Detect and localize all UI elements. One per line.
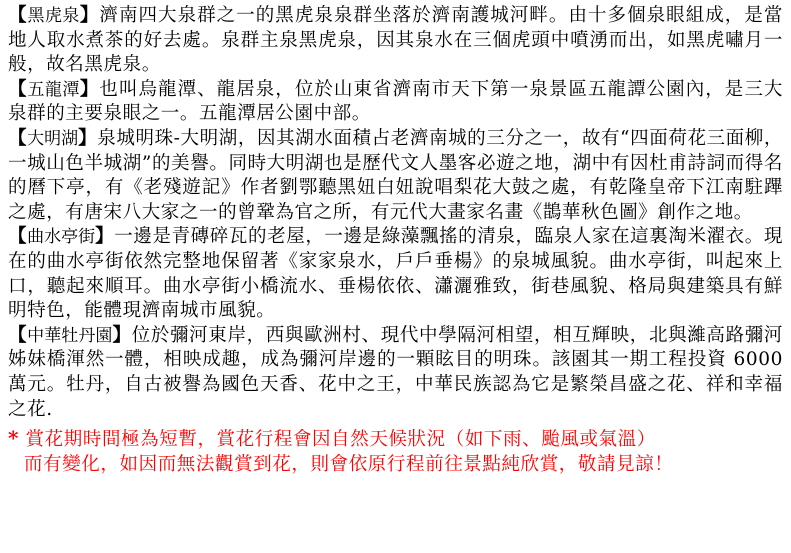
- notice-text-1: 賞花期時間極為短暫，賞花行程會因自然天候狀況（如下雨、颱風或氣溫）: [25, 429, 656, 451]
- entry-title: 曲水亭街: [27, 227, 96, 248]
- notice-line-2: 而有變化，如因而無法觀賞到花，則會依原行程前往景點純欣賞，敬請見諒！: [24, 454, 674, 476]
- close-bracket: 】: [79, 78, 100, 100]
- entry-title: 中華牡丹園: [27, 325, 113, 346]
- close-bracket: 】: [78, 127, 98, 149]
- entry-title: 五龍潭: [27, 79, 80, 100]
- open-bracket: 【: [8, 127, 28, 149]
- entry-title: 大明湖: [27, 128, 79, 149]
- entry-description: 濟南四大泉群之一的黑虎泉泉群坐落於濟南護城河畔。由十多個泉眼組成，是當地人取水煮茶的好去處。泉群主泉黑虎泉，因其泉水在三個虎頭中噴湧而出，如黑虎嘯月一般，故名黑虎泉。: [8, 5, 783, 76]
- entry-daming-lake: [8, 127, 783, 225]
- close-bracket: 】: [112, 324, 132, 346]
- open-bracket: 【: [8, 5, 28, 26]
- close-bracket: 】: [95, 226, 115, 248]
- entry-description: 一邊是青磚碎瓦的老屋，一邊是綠藻飄搖的清泉，臨泉人家在這裏淘米濯衣。現在的曲水亭街依然完整地保留著《家家泉水，戶戶垂楊》的泉城風貌。曲水亭街，叫起來上口，聽起來順耳。曲水亭街小橋流水、垂楊依依、瀟灑雅致，街巷風貌、格局與建築具有鮮明特色，能體現濟南城市風貌。: [8, 226, 783, 322]
- entry-qushuiting-street: [8, 225, 783, 323]
- entry-description: 也叫烏龍潭、龍居泉，位於山東省濟南市天下第一泉景區五龍譚公園內，是三大泉群的主要泉眼之一。五龍潭居公園中部。: [8, 78, 783, 125]
- entry-title: 黑虎泉: [27, 6, 80, 26]
- flower-viewing-notice: [8, 426, 783, 477]
- entry-description: 位於彌河東岸，西與歐洲村、現代中學隔河相望，相互輝映，北與濰高路彌河姊妹橋渾然一體，相映成趣，成為彌河岸邊的一顆眩目的明珠。該園其一期工程投資 6000 萬元。牡丹，自古被譽為國色天香、花中之王，中華民族認為它是繁榮昌盛之花、祥和幸福之花.: [8, 324, 784, 420]
- entry-wulong-pool: [8, 78, 783, 127]
- entry-peony-garden: [8, 324, 783, 422]
- asterisk-icon: *: [8, 426, 20, 451]
- open-bracket: 【: [8, 324, 28, 346]
- open-bracket: 【: [8, 226, 28, 248]
- entry-description: 泉城明珠-大明湖，因其湖水面積占老濟南城的三分之一，故有“四面荷花三面柳，一城山色半城湖”的美譽。同時大明湖也是歷代文人墨客必遊之地，湖中有因杜甫詩詞而得名的曆下亭，有《老殘遊記》作者劉鄂聽黑妞白妞說唱梨花大鼓之處，有乾隆皇帝下江南駐蹕之處，有唐宋八大家之一的曾鞏為官之所，有元代大畫家名畫《鵲華秋色圖》創作之地。: [8, 127, 783, 223]
- open-bracket: 【: [8, 78, 28, 100]
- close-bracket: 】: [79, 5, 100, 26]
- notice-line-1: [8, 426, 783, 452]
- entry-heihu-spring: [8, 4, 783, 78]
